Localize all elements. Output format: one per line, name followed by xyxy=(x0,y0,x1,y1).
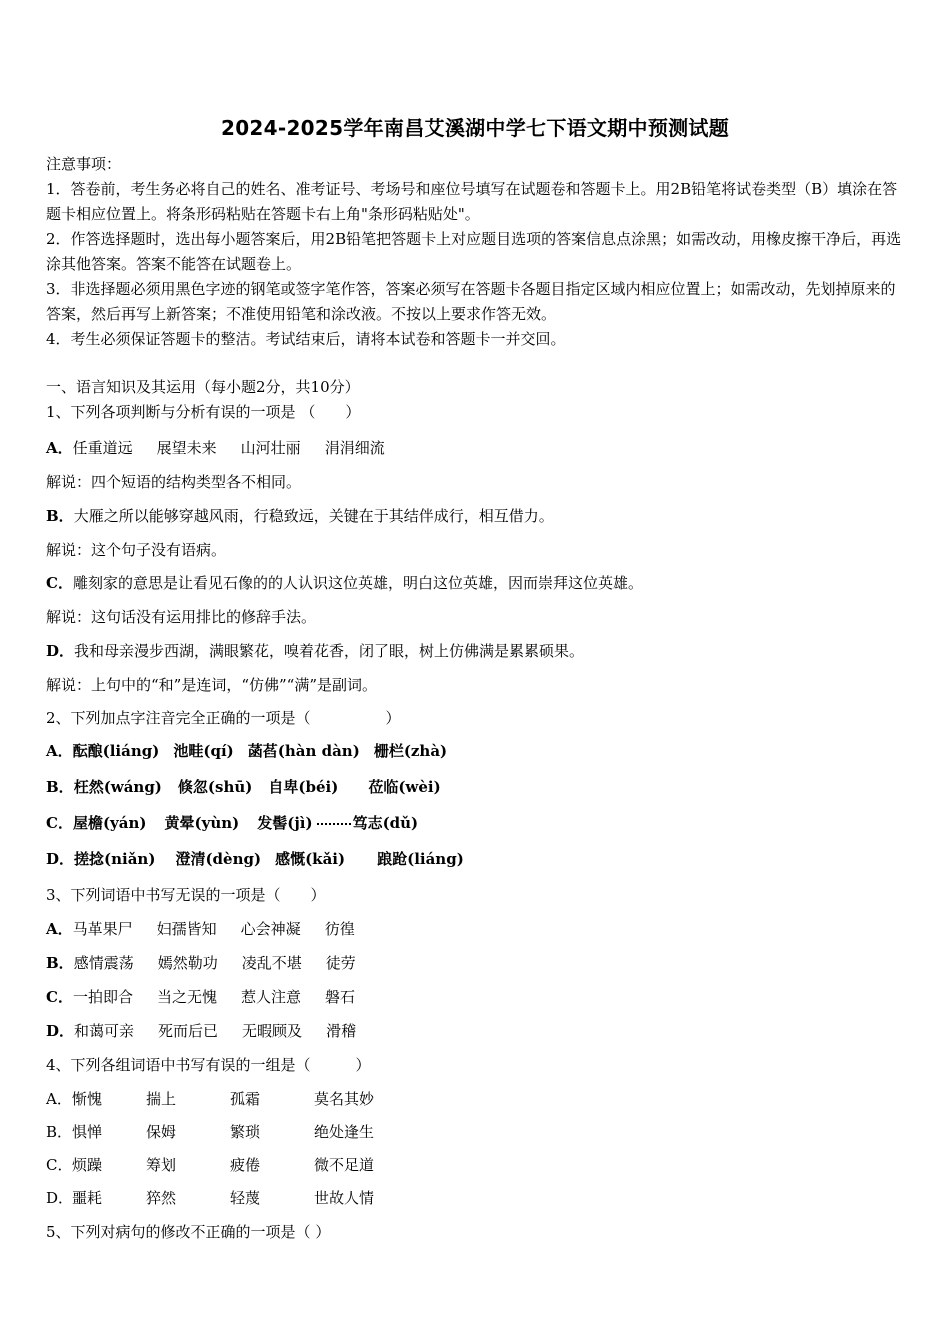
option-label: A． xyxy=(46,1090,72,1108)
phrase: 感情震荡 xyxy=(73,954,134,972)
phrase: 疲倦 xyxy=(230,1156,261,1174)
option-label: C． xyxy=(46,1156,73,1174)
option-label: B． xyxy=(46,954,74,972)
phrase: 微不足道 xyxy=(314,1156,375,1174)
q1-explanation-a: 解说：四个短语的结构类型各不相同。 xyxy=(46,473,302,491)
note-item-2: 2．作答选择题时，选出每小题答案后，用2B铅笔把答题卡上对应题目选项的答案信息点涂黑；如需改动，用橡皮擦干净后，再选涂其他答案。答案不能答在试题卷上。 xyxy=(46,230,902,273)
question-2-stem: 2、下列加点字注音完全正确的一项是（ ） xyxy=(46,709,401,727)
q2-option-d xyxy=(46,848,488,869)
q1-explanation-b: 解说：这个句子没有语病。 xyxy=(46,541,227,559)
option-label: D． xyxy=(46,642,75,660)
phrase: 保姆 xyxy=(146,1123,177,1141)
q2-option-c xyxy=(46,812,442,833)
question-3-stem: 3、下列词语中书写无误的一项是（ ） xyxy=(46,886,326,904)
pinyin-prefix: 自 xyxy=(268,778,284,796)
pinyin-item: 池畦(qí) xyxy=(173,742,234,760)
pinyin-item: 屋檐(yán) xyxy=(72,814,147,832)
option-text: 大雁之所以能够穿越风雨，行稳致远，关键在于其结伴成行，相互借力。 xyxy=(73,507,554,525)
q4-option-a xyxy=(46,1088,374,1109)
phrase: 无暇顾及 xyxy=(242,1022,303,1040)
pinyin-item: 酝酿(liáng) xyxy=(72,742,160,760)
phrase: 当之无愧 xyxy=(156,988,217,1006)
pinyin-item: 菡萏(hàn dàn) xyxy=(247,742,360,760)
pinyin-item: 倏忽(shū) xyxy=(177,778,253,796)
q4-option-b xyxy=(46,1121,374,1142)
option-label: B． xyxy=(46,507,74,525)
phrase: 和蔼可亲 xyxy=(74,1022,135,1040)
option-text: 我和母亲漫步西湖，满眼繁花，嗅着花香，闭了眼，树上仿佛满是累累硕果。 xyxy=(74,642,585,660)
note-item-1: 1．答卷前，考生务必将自己的姓名、准考证号、考场号和座位号填写在试题卷和答题卡上。用2B铅笔将试卷类型（B）填涂在答题卡相应位置上。将条形码粘贴在答题卡右上角"条形码粘贴处"。 xyxy=(46,180,898,223)
phrase: 徒劳 xyxy=(325,954,356,972)
pinyin-item: 栅栏(zhà) xyxy=(373,742,448,760)
phrase: 绝处逢生 xyxy=(314,1123,375,1141)
phrase: 猝然 xyxy=(146,1189,177,1207)
phrase: 山河壮丽 xyxy=(240,439,301,457)
notes-heading: 注意事项： xyxy=(46,155,122,173)
page-title: 2024-2025学年南昌艾溪湖中学七下语文期中预测试题 xyxy=(220,116,730,140)
option-label: C． xyxy=(46,574,73,592)
option-label: D． xyxy=(46,1189,74,1207)
pinyin-item: 莅临(wèi) xyxy=(368,778,441,796)
pinyin-item: 枉然(wáng) xyxy=(73,778,162,796)
note-item-3: 3．非选择题必须用黑色字迹的钢笔或签字笔作答，答案必须写在答题卡各题目指定区域内相应位置上；如需改动，先划掉原来的答案，然后再写上新答案；不准使用铅笔和涂改液。不按以上要求作答无效。 xyxy=(46,280,896,323)
option-label: D． xyxy=(46,850,75,868)
phrase: 一拍即合 xyxy=(72,988,133,1006)
option-label: C． xyxy=(46,814,73,832)
phrase: 惧惮 xyxy=(72,1123,103,1141)
phrase: 惭愧 xyxy=(72,1090,103,1108)
option-label: C． xyxy=(46,988,73,1006)
phrase: 妇孺皆知 xyxy=(156,920,217,938)
phrase: 轻蔑 xyxy=(230,1189,261,1207)
q2-option-a xyxy=(46,740,471,761)
q4-option-c xyxy=(46,1154,374,1175)
phrase: 烦躁 xyxy=(72,1156,103,1174)
option-label: D． xyxy=(46,1022,75,1040)
question-5-stem: 5、下列对病句的修改不正确的一项是（ ） xyxy=(46,1223,331,1241)
phrase: 莫名其妙 xyxy=(314,1090,375,1108)
phrase: 筹划 xyxy=(146,1156,177,1174)
phrase: 涓涓细流 xyxy=(324,439,385,457)
q3-option-a xyxy=(46,918,379,939)
phrase: 心会神凝 xyxy=(240,920,301,938)
phrase: 世故人情 xyxy=(314,1189,375,1207)
phrase: 嫣然勒功 xyxy=(157,954,218,972)
phrase: 死而后已 xyxy=(158,1022,219,1040)
notes-block xyxy=(46,152,906,352)
pinyin-item: 笃志(dǔ) xyxy=(352,814,419,832)
pinyin-item: 卑(béi) xyxy=(283,778,339,796)
dotted-underline xyxy=(317,823,351,825)
q4-option-d xyxy=(46,1187,374,1208)
pinyin-item: 黄晕(yùn) xyxy=(164,814,240,832)
phrase: 磐石 xyxy=(325,988,356,1006)
q1-option-d xyxy=(46,640,584,661)
option-label: A． xyxy=(46,439,73,457)
phrase: 繁琐 xyxy=(230,1123,261,1141)
pinyin-item: 澄清(dèng) xyxy=(175,850,262,868)
q1-explanation-d: 解说：上句中的“和”是连词，“仿佛”“满”是副词。 xyxy=(46,676,378,694)
q1-option-c xyxy=(46,572,643,593)
phrase: 孤霜 xyxy=(230,1090,261,1108)
q1-explanation-c: 解说：这句话没有运用排比的修辞手法。 xyxy=(46,608,317,626)
option-label: A． xyxy=(46,920,73,938)
phrase: 噩耗 xyxy=(72,1189,103,1207)
question-1-stem: 1、下列各项判断与分析有误的一项是 （ ） xyxy=(46,403,361,421)
q1-option-b xyxy=(46,505,554,526)
q3-option-c xyxy=(46,986,379,1007)
option-label: B． xyxy=(46,778,74,796)
pinyin-item: 感慨(kǎi) xyxy=(275,850,346,868)
phrase: 凌乱不堪 xyxy=(241,954,302,972)
phrase: 马革果尸 xyxy=(72,920,133,938)
phrase: 揣上 xyxy=(146,1090,177,1108)
pinyin-item: 发髻(jì) xyxy=(257,814,313,832)
pinyin-item: 踉跄(liáng) xyxy=(377,850,464,868)
option-label: B． xyxy=(46,1123,73,1141)
q3-option-b xyxy=(46,952,380,973)
phrase: 滑稽 xyxy=(326,1022,357,1040)
section-heading: 一、语言知识及其运用（每小题2分，共10分） xyxy=(46,378,360,396)
phrase: 惹人注意 xyxy=(240,988,301,1006)
phrase: 任重道远 xyxy=(72,439,133,457)
phrase: 彷徨 xyxy=(324,920,355,938)
q3-option-d xyxy=(46,1020,380,1041)
pinyin-item: 搓捻(niǎn) xyxy=(74,850,156,868)
q1-option-a xyxy=(46,437,409,458)
question-4-stem: 4、下列各组词语中书写有误的一组是（ ） xyxy=(46,1056,371,1074)
note-item-4: 4．考生必须保证答题卡的整洁。考试结束后，请将本试卷和答题卡一并交回。 xyxy=(46,330,566,348)
phrase: 展望未来 xyxy=(156,439,217,457)
option-text: 雕刻家的意思是让看见石像的的人认识这位英雄，明白这位英雄，因而崇拜这位英雄。 xyxy=(72,574,643,592)
option-label: A． xyxy=(46,742,73,760)
q2-option-b xyxy=(46,776,465,797)
